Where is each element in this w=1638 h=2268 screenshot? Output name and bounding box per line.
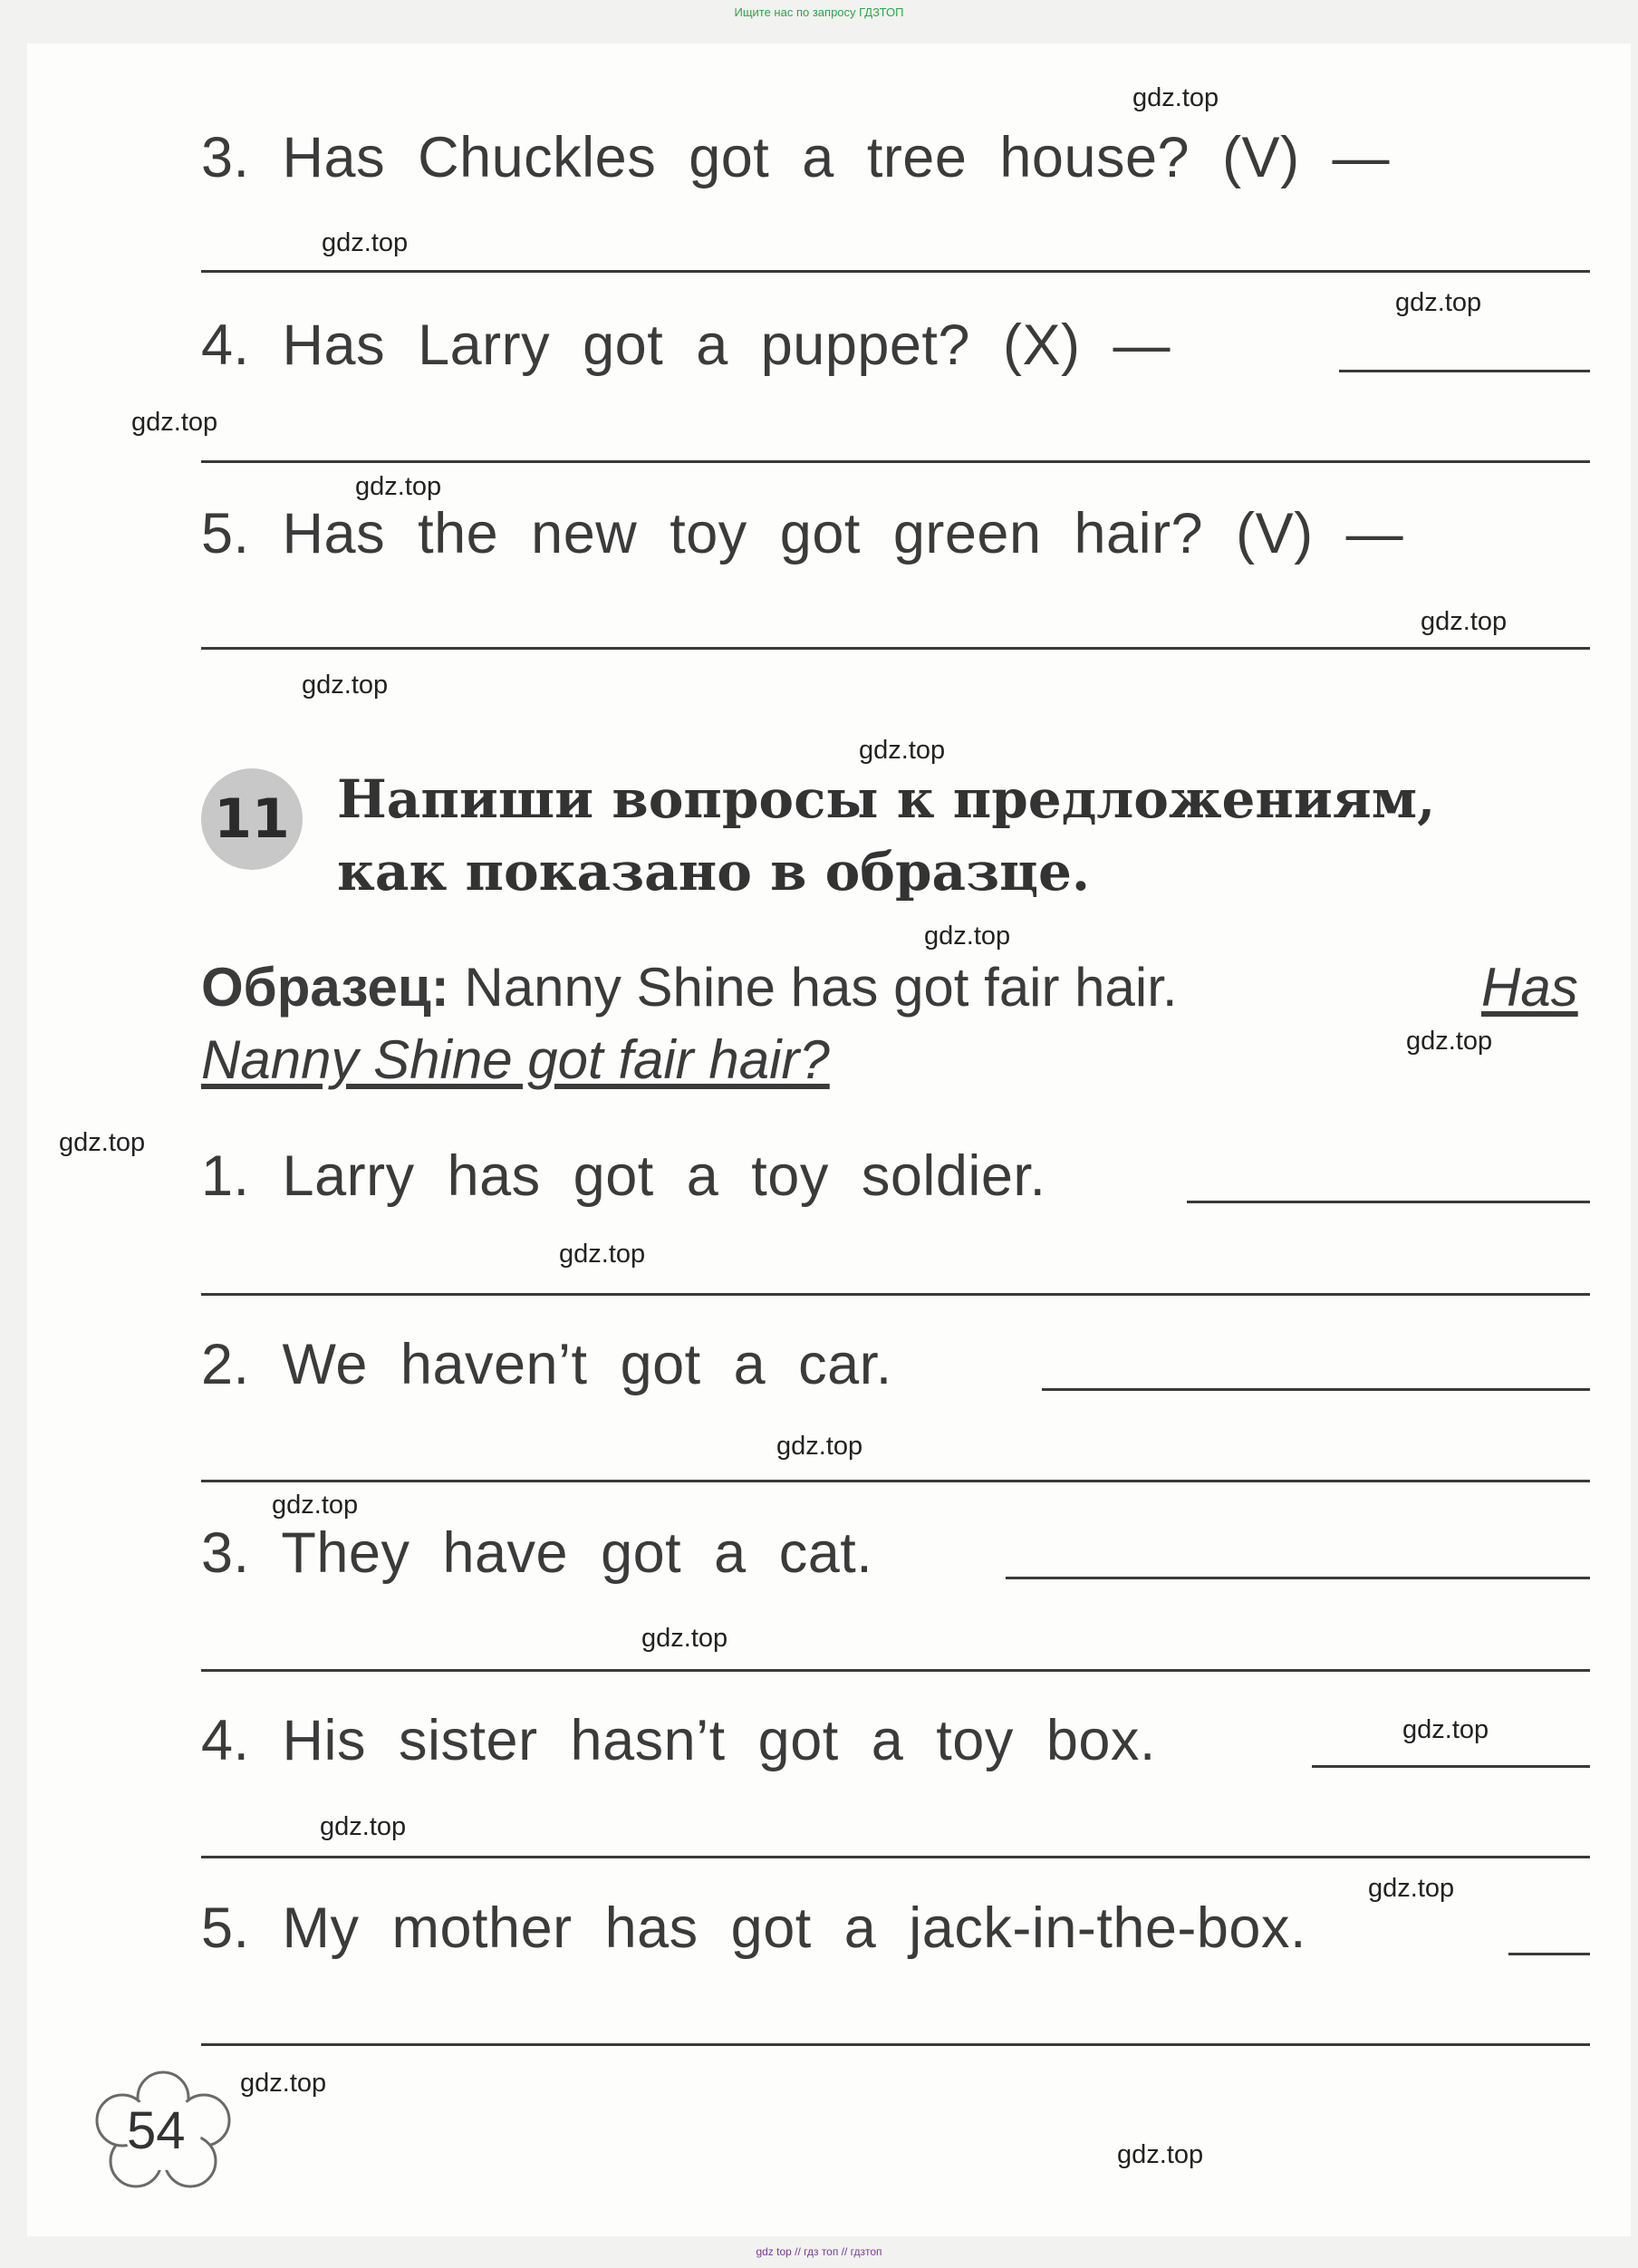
answer-line[interactable] [1187,1201,1590,1203]
exercise-item: 2. We haven’t got a car. [201,1333,892,1396]
answer-line[interactable] [1042,1388,1590,1391]
watermark: gdz.top [1402,1715,1489,1744]
exercise-task-line: Напиши вопросы к предложениям, [337,768,1436,830]
watermark: gdz.top [641,1624,728,1653]
answer-line[interactable] [201,1669,1590,1672]
watermark: gdz.top [859,736,946,765]
answer-line[interactable] [1006,1577,1590,1579]
question-line: 5. Has the new toy got green hair? (V) — [201,502,1404,565]
watermark: gdz.top [322,228,409,257]
watermark: gdz.top [559,1240,646,1269]
answer-line[interactable] [201,460,1590,463]
question-line: 4. Has Larry got a puppet? (X) — [201,314,1171,377]
answer-line[interactable] [201,2043,1590,2046]
answer-line[interactable] [1508,1953,1590,1955]
exercise-item: 3. They have got a cat. [201,1521,873,1585]
answer-line[interactable] [1339,370,1590,372]
watermark: gdz.top [355,472,442,501]
exercise-item: 5. My mother has got a jack-in-the-box. [201,1896,1306,1960]
exercise-task-line: как показано в образце. [337,841,1091,902]
watermark: gdz.top [1132,83,1219,112]
watermark: gdz.top [1406,1027,1493,1056]
watermark: gdz.top [320,1812,407,1841]
watermark: gdz.top [776,1432,863,1461]
sample-answer: Nanny Shine got fair hair? [201,1029,830,1090]
sample-label: Образец: [201,957,449,1018]
exercise-number-badge: 11 [201,768,303,870]
watermark: gdz.top [1395,288,1482,317]
exercise-item: 4. His sister hasn’t got a toy box. [201,1709,1156,1772]
watermark: gdz.top [924,922,1011,951]
question-line: 3. Has Chuckles got a tree house? (V) — [201,126,1391,189]
sample-sentence: Nanny Shine has got fair hair. [464,957,1178,1018]
watermark: gdz.top [131,408,218,437]
watermark: gdz.top [59,1128,146,1157]
answer-line[interactable] [201,1293,1590,1296]
watermark: gdz.top [272,1491,359,1520]
answer-line[interactable] [201,270,1590,273]
answer-line[interactable] [201,1480,1590,1482]
answer-line[interactable] [201,1856,1590,1858]
page-number: 54 [127,2101,186,2160]
watermark: gdz.top [1117,2140,1204,2169]
watermark: gdz.top [302,671,389,700]
watermark: gdz.top [1368,1874,1455,1903]
answer-line[interactable] [201,647,1590,650]
watermark: gdz.top [1421,607,1508,636]
header-note: Ищите нас по запросу ГДЗТОП [734,5,904,19]
answer-line[interactable] [1312,1765,1590,1768]
sample-answer: Has [1481,957,1578,1018]
exercise-item: 1. Larry has got a toy soldier. [201,1144,1046,1208]
footer-note: gdz top // гдз топ // гдзтоп [756,2245,882,2258]
watermark: gdz.top [240,2069,327,2098]
